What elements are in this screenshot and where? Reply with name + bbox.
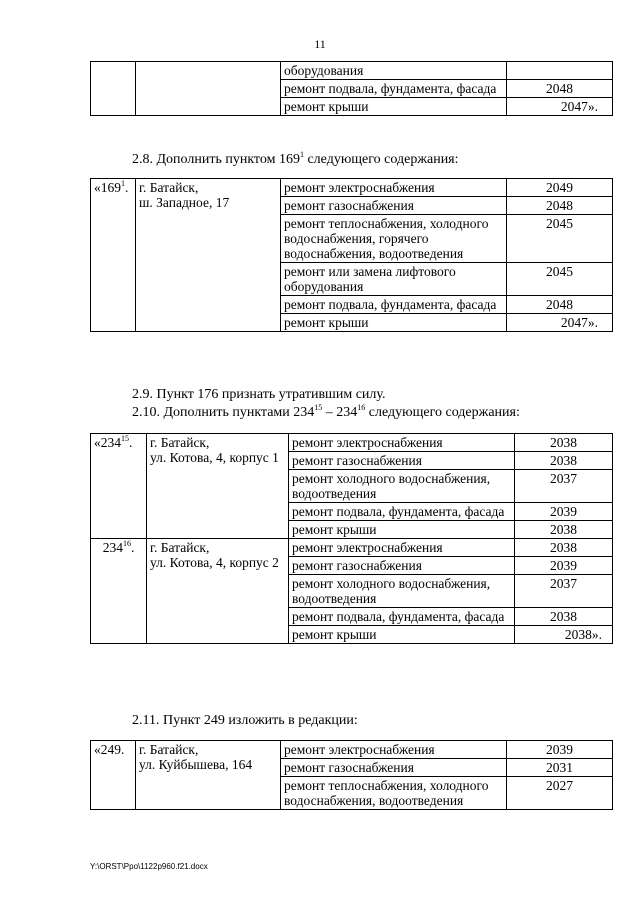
year-cell: 2031 — [507, 759, 613, 777]
table-249 — [90, 740, 613, 810]
work-cell: ремонт крыши — [281, 98, 507, 116]
work-cell: ремонт или замена лифтового оборудования — [281, 263, 507, 296]
table-continuation — [90, 61, 613, 116]
work-cell: ремонт подвала, фундамента, фасада — [289, 503, 515, 521]
table-169-1 — [90, 178, 613, 332]
address-cell: г. Батайск, ул. Котова, 4, корпус 1 — [147, 434, 289, 539]
work-cell: ремонт газоснабжения — [289, 557, 515, 575]
table-row — [91, 741, 613, 759]
year-cell: 2047». — [507, 314, 613, 332]
address-cell: г. Батайск, ул. Куйбышева, 164 — [136, 741, 281, 810]
work-cell: ремонт холодного водоснабжения, водоотведения — [289, 470, 515, 503]
year-cell: 2027 — [507, 777, 613, 810]
table-row — [91, 179, 613, 197]
year-cell: 2038 — [515, 608, 613, 626]
paragraph-2-10: 2.10. Дополнить пунктами $234^{15} - 234^{16}$ следующего содержания: — [132, 403, 520, 420]
work-cell: ремонт газоснабжения — [281, 759, 507, 777]
year-cell: 2039 — [515, 503, 613, 521]
number-cell: «$169^1$. — [91, 179, 136, 332]
table-234 — [90, 433, 613, 644]
year-cell: 2039 — [507, 741, 613, 759]
year-cell: 2048 — [507, 296, 613, 314]
year-cell: 2038 — [515, 434, 613, 452]
year-cell: 2047». — [507, 98, 613, 116]
year-cell: 2048 — [507, 197, 613, 215]
paragraph-2-11: 2.11. Пункт 249 изложить в редакции: — [132, 713, 358, 728]
paragraph-2-9: 2.9. Пункт 176 признать утратившим силу. — [132, 387, 386, 402]
year-cell: 2038 — [515, 539, 613, 557]
address-cell — [136, 62, 281, 116]
work-cell: ремонт крыши — [289, 521, 515, 539]
year-cell: 2039 — [515, 557, 613, 575]
work-cell: ремонт электроснабжения — [289, 539, 515, 557]
number-cell: «$234^{15}$. — [91, 434, 147, 539]
year-cell: 2045 — [507, 215, 613, 263]
year-cell — [507, 62, 613, 80]
address-cell: г. Батайск, ул. Котова, 4, корпус 2 — [147, 539, 289, 644]
work-cell: оборудования — [281, 62, 507, 80]
work-cell: ремонт электроснабжения — [281, 179, 507, 197]
paragraph-2-8: 2.8. Дополнить пунктом $169^1$ следующего содержания: — [132, 150, 459, 167]
year-cell: 2048 — [507, 80, 613, 98]
year-cell: 2045 — [507, 263, 613, 296]
work-cell: ремонт электроснабжения — [289, 434, 515, 452]
year-cell: 2049 — [507, 179, 613, 197]
work-cell: ремонт электроснабжения — [281, 741, 507, 759]
year-cell: 2037 — [515, 575, 613, 608]
year-cell: 2038 — [515, 452, 613, 470]
work-cell: ремонт теплоснабжения, холодного водоснабжения, горячего водоснабжения, водоотведения — [281, 215, 507, 263]
work-cell: ремонт подвала, фундамента, фасада — [281, 80, 507, 98]
year-cell: 2038». — [515, 626, 613, 644]
table-row — [91, 62, 613, 80]
number-cell: $234^{16}$. — [91, 539, 147, 644]
work-cell: ремонт подвала, фундамента, фасада — [281, 296, 507, 314]
number-cell: «249. — [91, 741, 136, 810]
year-cell: 2037 — [515, 470, 613, 503]
work-cell: ремонт холодного водоснабжения, водоотведения — [289, 575, 515, 608]
work-cell: ремонт крыши — [289, 626, 515, 644]
work-cell: ремонт газоснабжения — [281, 197, 507, 215]
work-cell: ремонт крыши — [281, 314, 507, 332]
file-path-footer: Y:\ORST\Ppo\1122p960.f21.docx — [90, 862, 208, 871]
page-number: 11 — [314, 37, 326, 51]
address-cell: г. Батайск, ш. Западное, 17 — [136, 179, 281, 332]
number-cell — [91, 62, 136, 116]
work-cell: ремонт подвала, фундамента, фасада — [289, 608, 515, 626]
work-cell: ремонт теплоснабжения, холодного водоснабжения, водоотведения — [281, 777, 507, 810]
year-cell: 2038 — [515, 521, 613, 539]
table-row — [91, 434, 613, 452]
table-row — [91, 539, 613, 557]
work-cell: ремонт газоснабжения — [289, 452, 515, 470]
